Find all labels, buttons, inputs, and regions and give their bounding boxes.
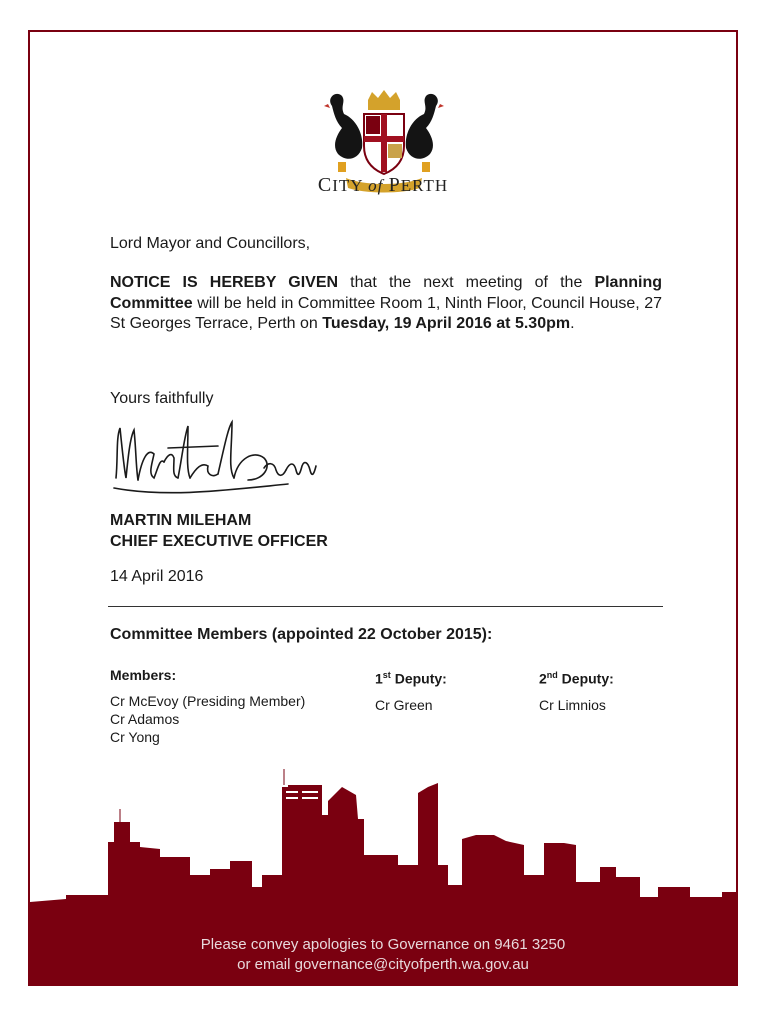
- deputy1-label: 1st Deputy:: [375, 670, 447, 687]
- footer-line-1: Please convey apologies to Governance on 9461 3250: [200, 936, 566, 953]
- deputy2-item: Cr Limnios: [539, 696, 606, 713]
- divider: [108, 606, 663, 607]
- member-item: Cr Adamos: [110, 711, 180, 727]
- footer-note: [30, 935, 736, 975]
- members-label: Members:: [110, 667, 177, 683]
- signature-icon: [108, 418, 338, 498]
- deputy2-label: 2nd Deputy:: [539, 670, 614, 687]
- salutation: Lord Mayor and Councillors,: [110, 235, 311, 252]
- deputy1-column: [375, 666, 447, 714]
- letter-frame: [28, 30, 738, 986]
- deputy2-column: [539, 666, 614, 714]
- committee-heading: Committee Members (appointed 22 October 2015):: [110, 626, 493, 643]
- signer-title: CHIEF EXECUTIVE OFFICER: [110, 533, 328, 550]
- signer-name: MARTIN MILEHAM: [110, 512, 252, 529]
- member-item: Cr McEvoy (Presiding Member): [110, 693, 306, 709]
- members-column: [110, 666, 305, 746]
- member-item: Cr Yong: [110, 729, 160, 745]
- notice-paragraph: NOTICE IS HEREBY GIVEN that the next meeting of the Planning Committee will be held in Committee Room 1, Ninth Floor, Council House, 27 St Georges Terrace, Perth on Tuesday, 19 April 2016 at 5.30pm.: [110, 274, 662, 332]
- city-of-perth-wordmark: CITY of PERTH: [317, 174, 449, 196]
- deputy1-item: Cr Green: [375, 696, 433, 713]
- footer-line-2: or email governance@cityofperth.wa.gov.au: [237, 956, 529, 973]
- signer-block: [110, 510, 328, 552]
- closing: Yours faithfully: [110, 390, 214, 407]
- letter-date: 14 April 2016: [110, 568, 204, 585]
